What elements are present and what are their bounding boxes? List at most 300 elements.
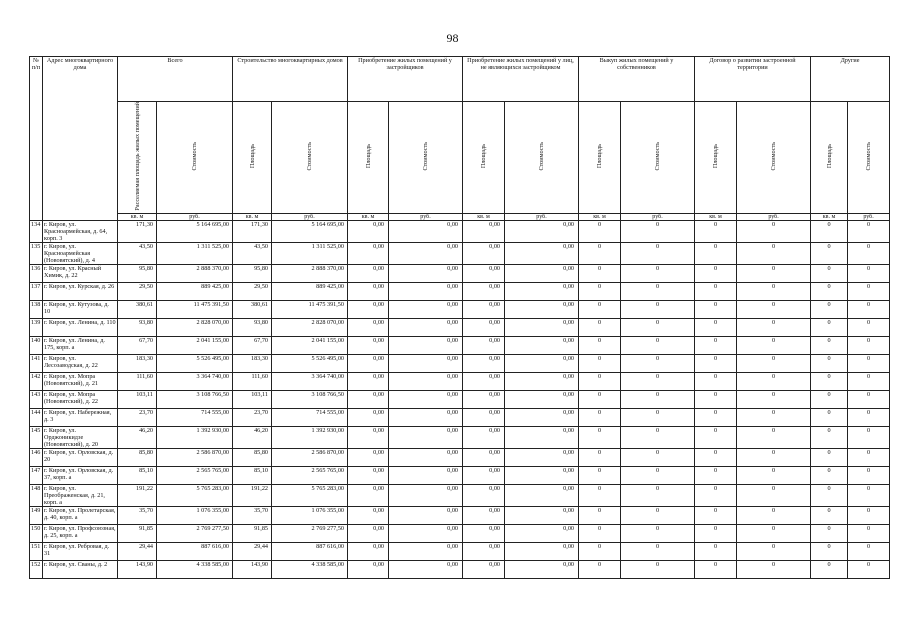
cell-area: 0 (579, 542, 621, 560)
cell-area: 0 (695, 242, 737, 264)
cell-cost: 0 (737, 484, 811, 506)
page-number: 98 (446, 31, 459, 45)
cell-area: 0 (579, 484, 621, 506)
cell-area: 0,00 (463, 426, 505, 448)
cell-cost: 0 (621, 282, 695, 300)
cell-cost: 0,00 (389, 542, 463, 560)
cell-area: 0 (695, 354, 737, 372)
row-number: 142 (30, 372, 43, 390)
cell-cost: 0,00 (389, 426, 463, 448)
table-row (30, 484, 890, 506)
row-address: г. Киров, ул. Ленина, д. 110 (43, 318, 118, 336)
cell-cost: 5 164 695,00 (157, 220, 233, 242)
cell-area: 0 (695, 560, 737, 578)
cell-cost: 0 (621, 506, 695, 524)
cell-area: 0 (811, 264, 848, 282)
cell-cost: 0 (737, 408, 811, 426)
unit-label: руб. (389, 213, 463, 220)
table-row (30, 390, 890, 408)
cell-cost: 2 828 070,00 (272, 318, 348, 336)
cell-area: 171,30 (233, 220, 272, 242)
subheader-cost: Стоимость (505, 102, 579, 214)
cell-cost: 0 (737, 560, 811, 578)
cell-cost: 0 (848, 426, 890, 448)
row-address: г. Киров, ул. Пролетарская, д. 40, корп. а (43, 506, 118, 524)
unit-label: руб. (737, 213, 811, 220)
cell-area: 0 (811, 390, 848, 408)
row-number: 139 (30, 318, 43, 336)
cell-area: 0 (695, 448, 737, 466)
cell-cost: 0,00 (505, 560, 579, 578)
cell-cost: 0,00 (505, 242, 579, 264)
cell-area: 0,00 (348, 354, 389, 372)
cell-area: 0,00 (463, 390, 505, 408)
cell-area: 67,70 (118, 336, 157, 354)
cell-cost: 0 (621, 560, 695, 578)
cell-cost: 1 076 355,00 (272, 506, 348, 524)
cell-area: 0 (695, 426, 737, 448)
cell-cost: 0 (621, 408, 695, 426)
cell-area: 0 (811, 242, 848, 264)
cell-cost: 2 888 370,00 (157, 264, 233, 282)
cell-area: 0,00 (348, 390, 389, 408)
cell-area: 0,00 (463, 542, 505, 560)
cell-cost: 0,00 (505, 336, 579, 354)
cell-cost: 0,00 (389, 506, 463, 524)
unit-label: кв. м (463, 213, 505, 220)
cell-cost: 0 (621, 448, 695, 466)
cell-area: 0,00 (463, 408, 505, 426)
cell-cost: 0 (737, 524, 811, 542)
cell-cost: 2 769 277,50 (157, 524, 233, 542)
cell-area: 0 (811, 560, 848, 578)
table-row (30, 466, 890, 484)
cell-cost: 0 (848, 372, 890, 390)
cell-area: 171,30 (118, 220, 157, 242)
cell-cost: 0,00 (389, 390, 463, 408)
cell-area: 0 (695, 220, 737, 242)
cell-area: 91,85 (118, 524, 157, 542)
cell-area: 143,90 (233, 560, 272, 578)
cell-area: 46,20 (118, 426, 157, 448)
row-number: 151 (30, 542, 43, 560)
cell-area: 0 (811, 408, 848, 426)
cell-area: 191,22 (233, 484, 272, 506)
subheader-cost: Стоимость (848, 102, 890, 214)
cell-cost: 0,00 (389, 448, 463, 466)
subheader-cost: Стоимость (737, 102, 811, 214)
row-number: 138 (30, 300, 43, 318)
cell-area: 0 (811, 220, 848, 242)
cell-cost: 1 311 525,00 (157, 242, 233, 264)
row-address: г. Киров, ул. Преображенская, д. 21, корп. а (43, 484, 118, 506)
row-address: г. Киров, ул. Мопра (Нововятский), д. 21 (43, 372, 118, 390)
cell-cost: 0,00 (505, 300, 579, 318)
cell-cost: 0,00 (505, 426, 579, 448)
cell-area: 0 (579, 372, 621, 390)
cell-cost: 0,00 (389, 560, 463, 578)
cell-area: 0,00 (348, 466, 389, 484)
cell-area: 0 (579, 524, 621, 542)
cell-area: 0 (579, 354, 621, 372)
row-number: 143 (30, 390, 43, 408)
cell-cost: 0 (737, 354, 811, 372)
cell-cost: 0 (848, 300, 890, 318)
cell-cost: 0,00 (389, 354, 463, 372)
subheader-area: Площадь (695, 102, 737, 214)
cell-area: 183,30 (118, 354, 157, 372)
table-row (30, 426, 890, 448)
cell-cost: 889 425,00 (157, 282, 233, 300)
cell-area: 0,00 (348, 242, 389, 264)
cell-area: 0,00 (463, 318, 505, 336)
cell-area: 111,60 (233, 372, 272, 390)
cell-area: 0 (695, 484, 737, 506)
cell-cost: 0,00 (389, 220, 463, 242)
cell-area: 0 (579, 264, 621, 282)
cell-area: 67,70 (233, 336, 272, 354)
cell-area: 85,80 (233, 448, 272, 466)
subheader-cost: Стоимость (621, 102, 695, 214)
header-buyout: Выкуп жилых помещений у собственников (579, 57, 695, 102)
row-address: г. Киров, ул. Сваны, д. 2 (43, 560, 118, 578)
unit-label: руб. (848, 213, 890, 220)
cell-cost: 0 (621, 524, 695, 542)
cell-cost: 0 (621, 390, 695, 408)
cell-area: 0 (579, 506, 621, 524)
cell-cost: 2 769 277,50 (272, 524, 348, 542)
cell-cost: 0 (737, 336, 811, 354)
cell-area: 29,50 (233, 282, 272, 300)
row-number: 141 (30, 354, 43, 372)
cell-cost: 2 565 765,00 (272, 466, 348, 484)
table-row (30, 542, 890, 560)
cell-cost: 0 (737, 390, 811, 408)
row-number: 148 (30, 484, 43, 506)
cell-cost: 3 108 766,50 (272, 390, 348, 408)
cell-area: 85,80 (118, 448, 157, 466)
cell-cost: 0 (621, 300, 695, 318)
row-address: г. Киров, ул. Мопра (Нововятский), д. 22 (43, 390, 118, 408)
cell-cost: 5 526 495,00 (272, 354, 348, 372)
cell-cost: 0,00 (389, 318, 463, 336)
unit-label: руб. (505, 213, 579, 220)
cell-cost: 0,00 (505, 372, 579, 390)
table-row (30, 506, 890, 524)
cell-area: 0,00 (463, 466, 505, 484)
cell-cost: 5 526 495,00 (157, 354, 233, 372)
cell-area: 35,70 (118, 506, 157, 524)
table-row (30, 408, 890, 426)
cell-area: 0 (811, 318, 848, 336)
cell-area: 0 (695, 408, 737, 426)
row-number: 137 (30, 282, 43, 300)
cell-cost: 0 (848, 282, 890, 300)
cell-area: 0 (579, 282, 621, 300)
cell-cost: 1 392 930,00 (157, 426, 233, 448)
header-address: Адрес многоквартирного дома (43, 57, 118, 221)
cell-area: 0 (695, 300, 737, 318)
cell-area: 43,50 (118, 242, 157, 264)
cell-area: 0 (695, 542, 737, 560)
cell-cost: 0,00 (505, 318, 579, 336)
cell-cost: 0 (848, 264, 890, 282)
row-number: 140 (30, 336, 43, 354)
cell-cost: 0 (737, 242, 811, 264)
cell-area: 0 (695, 336, 737, 354)
cell-cost: 11 475 391,50 (157, 300, 233, 318)
cell-area: 0 (811, 484, 848, 506)
cell-cost: 2 888 370,00 (272, 264, 348, 282)
cell-area: 0,00 (348, 220, 389, 242)
cell-area: 0 (579, 242, 621, 264)
row-number: 146 (30, 448, 43, 466)
header-purchase-non-developers: Приобретение жилых помещений у лиц, не являющихся застройщиком (463, 57, 579, 102)
cell-area: 0,00 (463, 524, 505, 542)
cell-cost: 0,00 (505, 220, 579, 242)
row-address: г. Киров, ул. Набережная, д. 3 (43, 408, 118, 426)
cell-cost: 0,00 (389, 242, 463, 264)
cell-cost: 0 (848, 318, 890, 336)
row-address: г. Киров, ул. Лесозаводская, д. 22 (43, 354, 118, 372)
cell-cost: 4 338 585,00 (272, 560, 348, 578)
cell-cost: 0 (848, 524, 890, 542)
cell-cost: 0 (737, 372, 811, 390)
cell-cost: 889 425,00 (272, 282, 348, 300)
cell-area: 0,00 (463, 354, 505, 372)
cell-cost: 1 076 355,00 (157, 506, 233, 524)
row-address: г. Киров, ул. Профсоюзная, д. 25, корп. а (43, 524, 118, 542)
cell-area: 0,00 (463, 242, 505, 264)
cell-cost: 0,00 (389, 484, 463, 506)
subheader-area: Площадь (348, 102, 389, 214)
resettlement-table (29, 56, 890, 579)
row-number: 136 (30, 264, 43, 282)
cell-area: 35,70 (233, 506, 272, 524)
subheader-area: Площадь (811, 102, 848, 214)
unit-label: кв. м (348, 213, 389, 220)
cell-area: 183,30 (233, 354, 272, 372)
cell-cost: 5 765 283,00 (157, 484, 233, 506)
cell-cost: 2 041 155,00 (272, 336, 348, 354)
row-number: 150 (30, 524, 43, 542)
cell-cost: 3 364 740,00 (272, 372, 348, 390)
cell-cost: 0 (621, 264, 695, 282)
cell-area: 0,00 (348, 448, 389, 466)
table-row (30, 220, 890, 242)
cell-cost: 0 (737, 426, 811, 448)
table-row (30, 354, 890, 372)
table-row (30, 524, 890, 542)
cell-area: 95,80 (233, 264, 272, 282)
cell-cost: 0 (621, 354, 695, 372)
unit-label: кв. м (579, 213, 621, 220)
cell-area: 0 (579, 220, 621, 242)
cell-area: 0,00 (348, 560, 389, 578)
cell-area: 103,11 (118, 390, 157, 408)
table-row (30, 336, 890, 354)
cell-area: 0,00 (463, 220, 505, 242)
cell-cost: 0 (621, 466, 695, 484)
cell-area: 0,00 (348, 542, 389, 560)
cell-area: 0 (811, 300, 848, 318)
cell-area: 103,11 (233, 390, 272, 408)
cell-cost: 1 392 930,00 (272, 426, 348, 448)
subheader-cost: Стоимость (157, 102, 233, 214)
subheader-area: Площадь (579, 102, 621, 214)
cell-area: 43,50 (233, 242, 272, 264)
subheader-area: Площадь (463, 102, 505, 214)
cell-area: 29,44 (233, 542, 272, 560)
cell-cost: 0,00 (505, 542, 579, 560)
cell-area: 0 (695, 264, 737, 282)
subheader-cost: Стоимость (272, 102, 348, 214)
cell-cost: 0 (737, 466, 811, 484)
row-address: г. Киров, ул. Красноармейская (Нововятский), д. 4 (43, 242, 118, 264)
cell-area: 0 (811, 542, 848, 560)
cell-cost: 0,00 (505, 484, 579, 506)
table-row (30, 242, 890, 264)
cell-area: 23,70 (118, 408, 157, 426)
row-address: г. Киров, ул. Ребровая, д. 31 (43, 542, 118, 560)
cell-area: 0,00 (348, 336, 389, 354)
cell-area: 0,00 (348, 264, 389, 282)
cell-cost: 0,00 (505, 524, 579, 542)
cell-area: 0,00 (463, 448, 505, 466)
cell-area: 0 (579, 448, 621, 466)
cell-cost: 0 (621, 372, 695, 390)
row-number: 135 (30, 242, 43, 264)
row-number: 149 (30, 506, 43, 524)
cell-cost: 0 (621, 336, 695, 354)
cell-cost: 0 (848, 484, 890, 506)
cell-cost: 3 108 766,50 (157, 390, 233, 408)
cell-area: 46,20 (233, 426, 272, 448)
cell-cost: 0,00 (389, 336, 463, 354)
cell-cost: 5 765 283,00 (272, 484, 348, 506)
cell-area: 0 (811, 466, 848, 484)
cell-area: 0,00 (463, 264, 505, 282)
cell-area: 0 (579, 318, 621, 336)
cell-area: 93,80 (233, 318, 272, 336)
cell-area: 0 (579, 336, 621, 354)
subheader-settled-area: Расселяемая площадь жилых помещений (118, 102, 157, 214)
cell-area: 0 (695, 390, 737, 408)
cell-area: 111,60 (118, 372, 157, 390)
cell-cost: 0 (621, 220, 695, 242)
cell-area: 0 (811, 448, 848, 466)
cell-cost: 0 (621, 242, 695, 264)
cell-area: 0,00 (463, 484, 505, 506)
cell-cost: 887 616,00 (272, 542, 348, 560)
cell-cost: 0 (737, 300, 811, 318)
cell-cost: 2 586 870,00 (157, 448, 233, 466)
cell-area: 0 (579, 390, 621, 408)
subheader-cost: Стоимость (389, 102, 463, 214)
cell-area: 0 (811, 524, 848, 542)
cell-area: 0 (695, 372, 737, 390)
cell-area: 91,85 (233, 524, 272, 542)
cell-area: 0 (811, 372, 848, 390)
row-address: г. Киров, ул. Ленина, д. 175, корп. а (43, 336, 118, 354)
cell-area: 0 (695, 466, 737, 484)
unit-label: кв. м (695, 213, 737, 220)
cell-area: 380,61 (233, 300, 272, 318)
table-row (30, 560, 890, 578)
cell-cost: 0 (737, 318, 811, 336)
cell-cost: 2 041 155,00 (157, 336, 233, 354)
cell-cost: 2 565 765,00 (157, 466, 233, 484)
cell-cost: 0 (848, 354, 890, 372)
cell-cost: 0,00 (505, 466, 579, 484)
table-row (30, 372, 890, 390)
cell-cost: 11 475 391,50 (272, 300, 348, 318)
row-address: г. Киров, ул. Красноармейская, д. 64, корп. 3 (43, 220, 118, 242)
cell-cost: 0 (621, 542, 695, 560)
cell-cost: 0,00 (505, 354, 579, 372)
cell-cost: 714 555,00 (157, 408, 233, 426)
unit-label: кв. м (233, 213, 272, 220)
cell-cost: 0 (621, 318, 695, 336)
cell-area: 0,00 (348, 506, 389, 524)
cell-cost: 0 (848, 220, 890, 242)
header-other: Другие (811, 57, 890, 102)
cell-area: 23,70 (233, 408, 272, 426)
unit-label: руб. (157, 213, 233, 220)
row-address: г. Киров, ул. Орловская, д. 20 (43, 448, 118, 466)
cell-cost: 0,00 (505, 448, 579, 466)
cell-cost: 0 (848, 560, 890, 578)
cell-cost: 0 (848, 542, 890, 560)
row-number: 134 (30, 220, 43, 242)
cell-area: 85,10 (118, 466, 157, 484)
cell-area: 0 (579, 466, 621, 484)
cell-area: 0,00 (463, 506, 505, 524)
cell-area: 0 (695, 318, 737, 336)
cell-cost: 0,00 (505, 408, 579, 426)
cell-area: 0,00 (463, 560, 505, 578)
cell-area: 0 (579, 408, 621, 426)
cell-area: 95,80 (118, 264, 157, 282)
cell-area: 0,00 (348, 318, 389, 336)
cell-area: 380,61 (118, 300, 157, 318)
subheader-area: Площадь (233, 102, 272, 214)
row-number: 144 (30, 408, 43, 426)
unit-label: руб. (621, 213, 695, 220)
cell-area: 0,00 (348, 300, 389, 318)
cell-area: 0,00 (348, 484, 389, 506)
unit-label: руб. (272, 213, 348, 220)
header-construction: Строительство многоквартирных домов (233, 57, 348, 102)
cell-cost: 0,00 (505, 506, 579, 524)
cell-area: 0,00 (463, 300, 505, 318)
cell-area: 0 (811, 354, 848, 372)
cell-cost: 0,00 (389, 282, 463, 300)
cell-area: 0 (811, 426, 848, 448)
cell-cost: 0,00 (505, 282, 579, 300)
cell-cost: 0 (848, 336, 890, 354)
table-row (30, 318, 890, 336)
header-total: Всего (118, 57, 233, 102)
cell-cost: 0 (737, 448, 811, 466)
cell-area: 0,00 (348, 282, 389, 300)
cell-area: 0 (695, 282, 737, 300)
cell-area: 0 (811, 336, 848, 354)
cell-area: 0 (695, 506, 737, 524)
cell-cost: 4 338 585,00 (157, 560, 233, 578)
row-number: 145 (30, 426, 43, 448)
row-number: 152 (30, 560, 43, 578)
